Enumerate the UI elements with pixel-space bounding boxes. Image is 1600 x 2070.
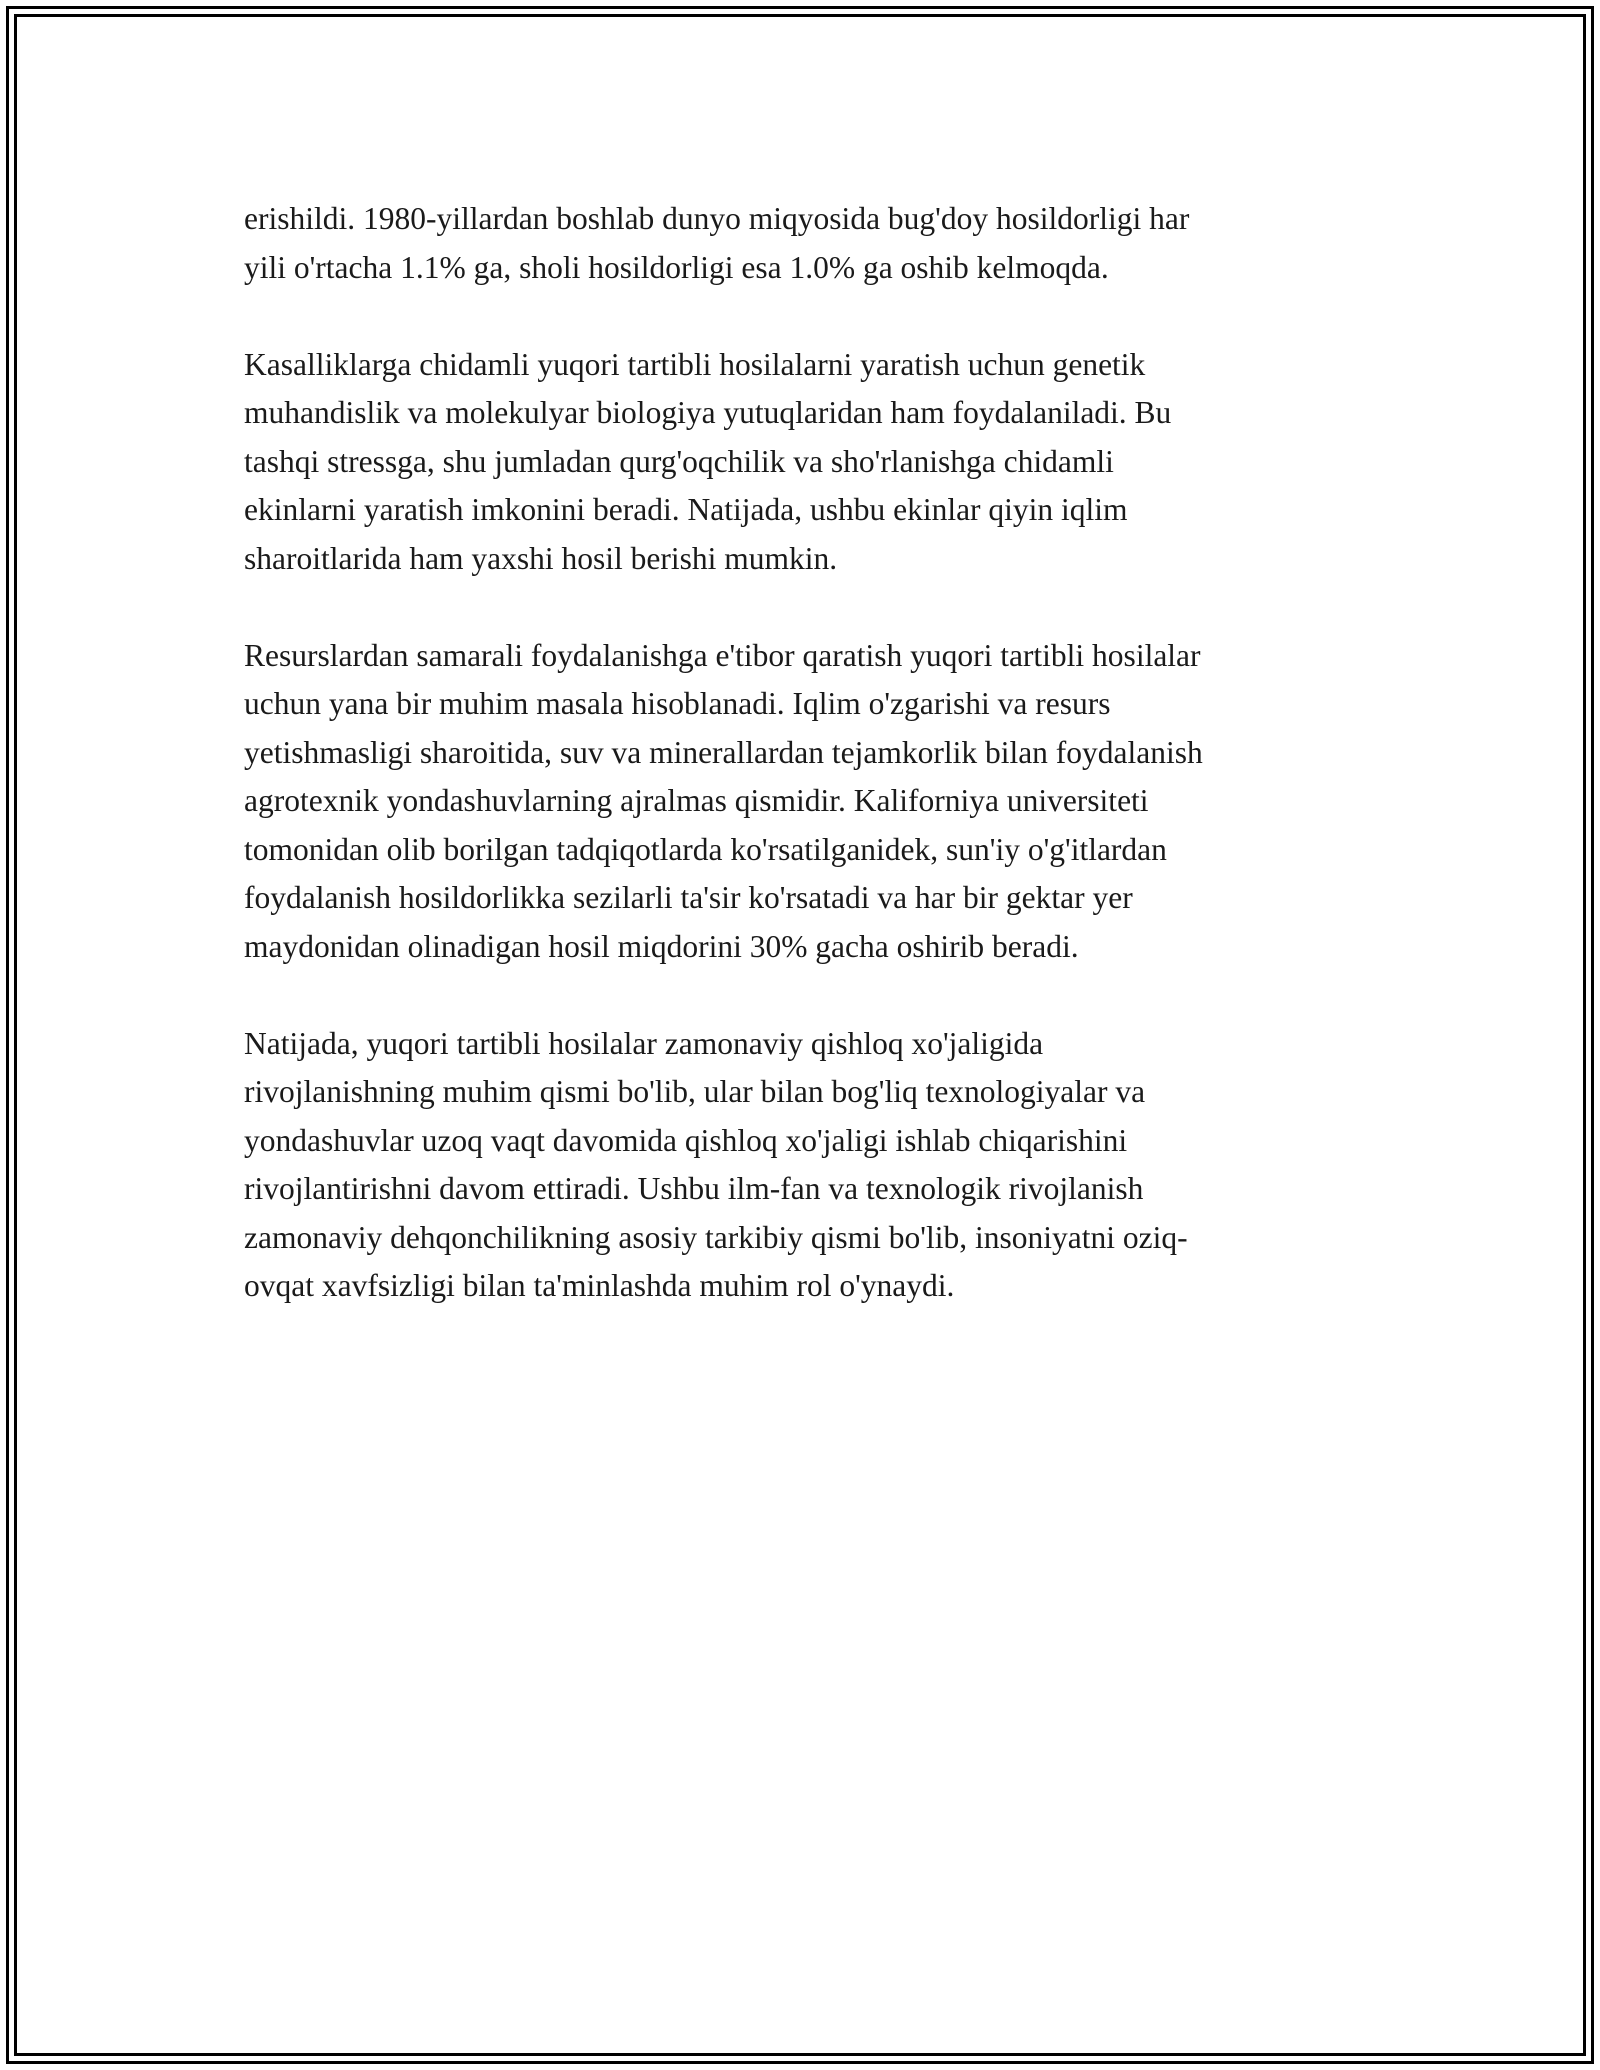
- text-line: Natijada, yuqori tartibli hosilalar zamonaviy qishloq xo'jaligida: [244, 1025, 1044, 1061]
- text-line: rivojlantirishni davom ettiradi. Ushbu ilm-fan va texnologik rivojlanish: [244, 1171, 1144, 1206]
- text-line: Kasalliklarga chidamli yuqori tartibli hosilalarni yaratish uchun genetik: [244, 346, 1146, 382]
- paragraph-2: [244, 341, 1374, 584]
- text-line: uchun yana bir muhim masala hisoblanadi. Iqlim o'zgarishi va resurs: [244, 686, 1111, 721]
- text-line: rivojlanishning muhim qismi bo'lib, ular bilan bog'liq texnologiyalar va: [244, 1074, 1146, 1109]
- text-line: erishildi. 1980-yillardan boshlab dunyo miqyosida bug'doy hosildorligi har: [244, 201, 1190, 236]
- text-line: zamonaviy dehqonchilikning asosiy tarkibiy qismi bo'lib, insoniyatni oziq-: [244, 1219, 1188, 1255]
- text-line: Resurslardan samarali foydalanishga e'tibor qaratish yuqori tartibli hosilalar: [244, 637, 1201, 673]
- text-line: yili o'rtacha 1.1% ga, sholi hosildorligi esa 1.0% ga oshib kelmoqda.: [244, 249, 1109, 285]
- text-line: tashqi stressga, shu jumladan qurg'oqchilik va sho'rlanishga chidamli: [244, 443, 1114, 479]
- text-line: yetishmasligi sharoitida, suv va minerallardan tejamkorlik bilan foydalanish: [244, 734, 1203, 770]
- text-line: ovqat xavfsizligi bilan ta'minlashda muhim rol o'ynaydi.: [244, 1268, 955, 1303]
- text-line: sharoitlarida ham yaxshi hosil berishi mumkin.: [244, 540, 838, 576]
- document-body: [244, 195, 1374, 1359]
- paragraph-1: [244, 195, 1374, 292]
- text-line: agrotexnik yondashuvlarning ajralmas qismidir. Kaliforniya universiteti: [244, 783, 1149, 818]
- text-line: foydalanish hosildorlikka sezilarli ta'sir ko'rsatadi va har bir gektar yer: [244, 880, 1133, 915]
- text-line: tomonidan olib borilgan tadqiqotlarda ko'rsatilganidek, sun'iy o'g'itlardan: [244, 831, 1167, 867]
- text-line: muhandislik va molekulyar biologiya yutuqlaridan ham foydalaniladi. Bu: [244, 395, 1172, 430]
- text-line: yondashuvlar uzoq vaqt davomida qishloq xo'jaligi ishlab chiqarishini: [244, 1122, 1128, 1158]
- paragraph-4: [244, 1020, 1374, 1311]
- paragraph-3: [244, 632, 1374, 972]
- text-line: ekinlarni yaratish imkonini beradi. Natijada, ushbu ekinlar qiyin iqlim: [244, 492, 1128, 527]
- text-line: maydonidan olinadigan hosil miqdorini 30% gacha oshirib beradi.: [244, 928, 1079, 964]
- page-frame: [6, 6, 1594, 2064]
